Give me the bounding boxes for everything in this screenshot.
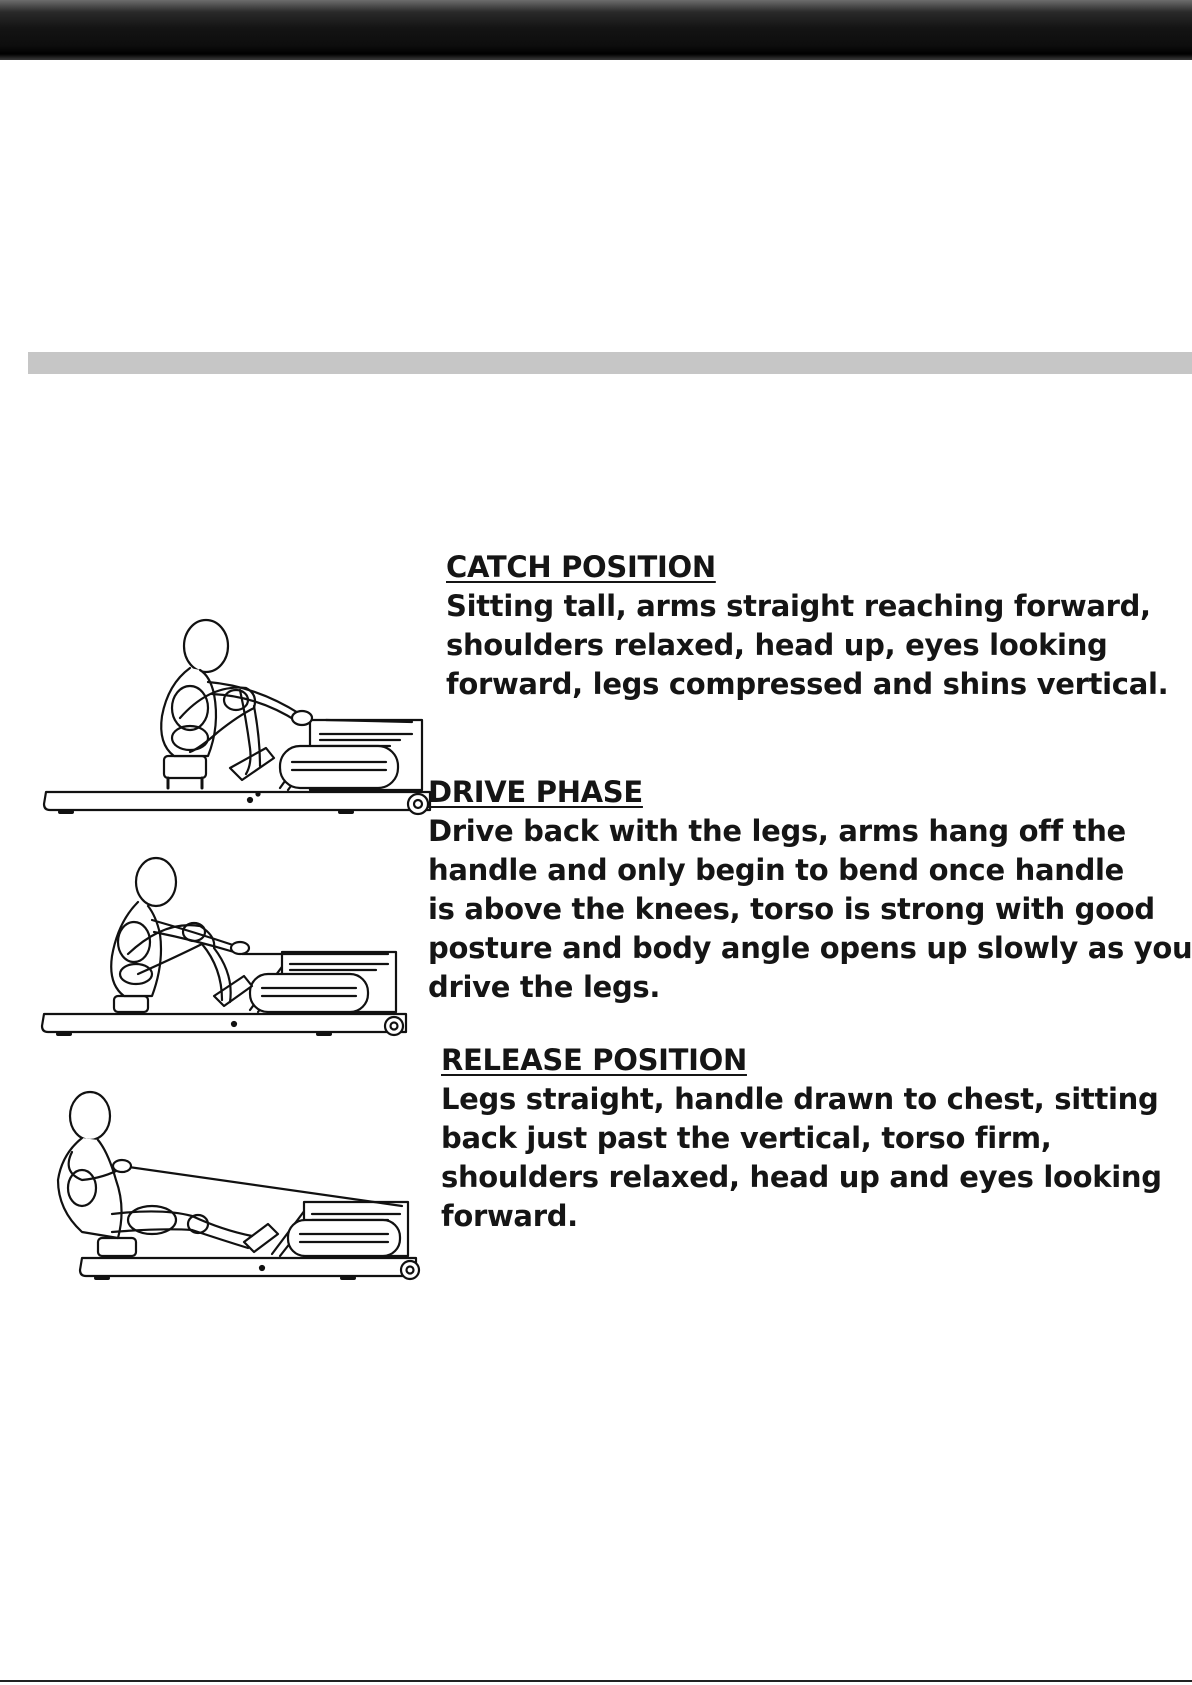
catch-line-3: forward, legs compressed and shins vertical. (446, 667, 1169, 701)
drive-phase-illustration (38, 856, 418, 1046)
drive-line-4: posture and body angle opens up slowly as you (428, 931, 1192, 965)
catch-position-heading: CATCH POSITION (446, 550, 716, 584)
drive-line-5: drive the legs. (428, 970, 661, 1004)
header-bar (0, 0, 1192, 60)
drive-line-3: is above the knees, torso is strong with good (428, 892, 1155, 926)
catch-position-text (446, 548, 1168, 704)
release-position-illustration (42, 1090, 432, 1290)
release-line-4: forward. (441, 1199, 578, 1233)
section-divider (28, 352, 1192, 374)
release-line-1: Legs straight, handle drawn to chest, sitting (441, 1082, 1159, 1116)
release-line-2: back just past the vertical, torso firm, (441, 1121, 1052, 1155)
drive-phase-text (428, 773, 1192, 1007)
page-bottom-rule (0, 1680, 1192, 1682)
drive-line-1: Drive back with the legs, arms hang off the (428, 814, 1126, 848)
drive-phase-heading: DRIVE PHASE (428, 775, 643, 809)
release-line-3: shoulders relaxed, head up and eyes looking (441, 1160, 1162, 1194)
release-position-heading: RELEASE POSITION (441, 1043, 747, 1077)
catch-line-2: shoulders relaxed, head up, eyes looking (446, 628, 1108, 662)
catch-line-1: Sitting tall, arms straight reaching forward, (446, 589, 1151, 623)
catch-position-illustration (40, 598, 440, 828)
release-position-text (441, 1041, 1162, 1236)
drive-line-2: handle and only begin to bend once handle (428, 853, 1125, 887)
